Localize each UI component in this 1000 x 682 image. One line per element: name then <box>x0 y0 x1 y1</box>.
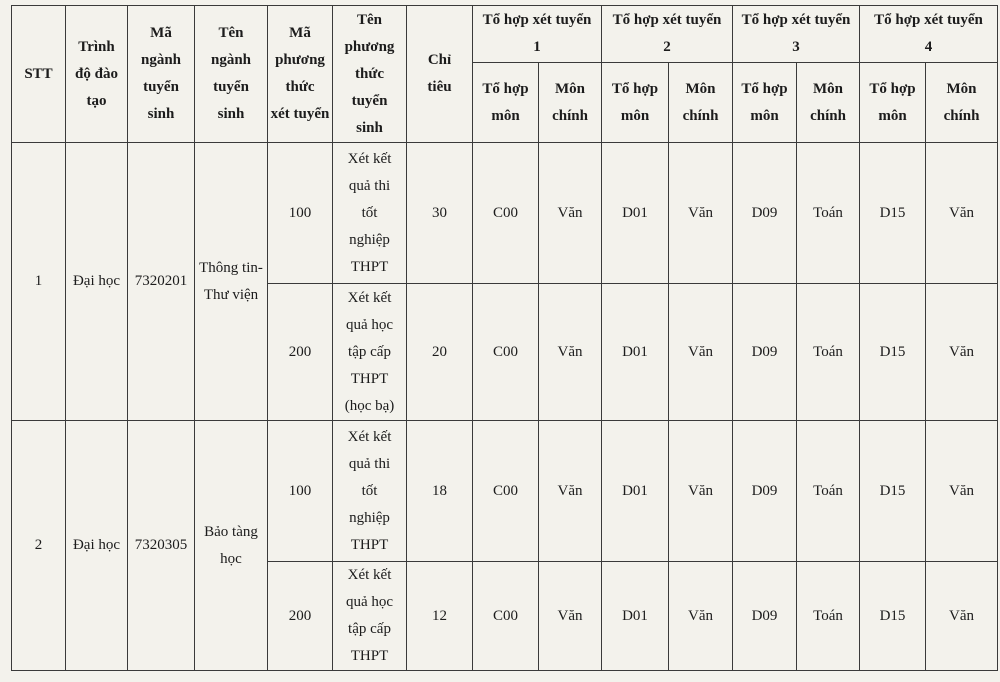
cell-mon-chinh: Văn <box>539 421 602 562</box>
cell-chi-tieu: 30 <box>407 143 473 284</box>
cell-chi-tieu: 20 <box>407 284 473 421</box>
header-ma-nganh: Mã ngành tuyển sinh <box>128 6 195 143</box>
cell-mon-chinh: Văn <box>539 562 602 671</box>
cell-ma-phuong-thuc: 100 <box>268 143 333 284</box>
cell-ten-phuong-thuc: Xét kết quả học tập cấp THPT (học bạ) <box>333 284 407 421</box>
cell-ten-nganh: Bảo tàng học <box>195 421 268 671</box>
cell-ten-phuong-thuc: Xét kết quả thi tốt nghiệp THPT <box>333 421 407 562</box>
header-to-hop-3: Tổ hợp xét tuyển 3 <box>733 6 860 63</box>
cell-mon-chinh: Văn <box>926 562 998 671</box>
header-ten-phuong-thuc: Tên phương thức tuyển sinh <box>333 6 407 143</box>
cell-stt: 2 <box>12 421 66 671</box>
cell-to-hop-mon: C00 <box>473 562 539 671</box>
header-to-hop-2: Tổ hợp xét tuyển 2 <box>602 6 733 63</box>
cell-mon-chinh: Toán <box>797 421 860 562</box>
cell-to-hop-mon: C00 <box>473 421 539 562</box>
cell-mon-chinh: Toán <box>797 143 860 284</box>
cell-chi-tieu: 18 <box>407 421 473 562</box>
subheader-mon-chinh-4: Môn chính <box>926 63 998 143</box>
cell-stt: 1 <box>12 143 66 421</box>
cell-to-hop-mon: D09 <box>733 562 797 671</box>
table-row <box>12 143 998 284</box>
cell-ten-phuong-thuc: Xét kết quả học tập cấp THPT <box>333 562 407 671</box>
cell-to-hop-mon: D15 <box>860 421 926 562</box>
cell-mon-chinh: Văn <box>669 562 733 671</box>
cell-to-hop-mon: C00 <box>473 284 539 421</box>
header-ten-nganh: Tên ngành tuyển sinh <box>195 6 268 143</box>
cell-to-hop-mon: D09 <box>733 284 797 421</box>
cell-to-hop-mon: D01 <box>602 421 669 562</box>
cell-mon-chinh: Văn <box>926 143 998 284</box>
subheader-to-hop-mon-1: Tổ hợp môn <box>473 63 539 143</box>
table-row <box>12 421 998 562</box>
cell-mon-chinh: Toán <box>797 284 860 421</box>
cell-ten-phuong-thuc: Xét kết quả thi tốt nghiệp THPT <box>333 143 407 284</box>
cell-mon-chinh: Toán <box>797 562 860 671</box>
cell-to-hop-mon: D15 <box>860 562 926 671</box>
cell-trinh-do: Đại học <box>66 143 128 421</box>
cell-to-hop-mon: D15 <box>860 143 926 284</box>
cell-chi-tieu: 12 <box>407 562 473 671</box>
cell-mon-chinh: Văn <box>926 284 998 421</box>
cell-mon-chinh: Văn <box>926 421 998 562</box>
cell-ma-phuong-thuc: 200 <box>268 562 333 671</box>
admission-table <box>11 5 998 671</box>
cell-ma-nganh: 7320201 <box>128 143 195 421</box>
header-chi-tieu: Chỉ tiêu <box>407 6 473 143</box>
cell-mon-chinh: Văn <box>539 143 602 284</box>
header-trinh-do: Trình độ đào tạo <box>66 6 128 143</box>
cell-mon-chinh: Văn <box>669 143 733 284</box>
header-to-hop-1: Tổ hợp xét tuyển 1 <box>473 6 602 63</box>
cell-ma-phuong-thuc: 200 <box>268 284 333 421</box>
header-row-1 <box>12 6 998 63</box>
header-to-hop-4: Tổ hợp xét tuyển 4 <box>860 6 998 63</box>
cell-to-hop-mon: D09 <box>733 421 797 562</box>
cell-mon-chinh: Văn <box>669 421 733 562</box>
cell-mon-chinh: Văn <box>669 284 733 421</box>
cell-to-hop-mon: D01 <box>602 284 669 421</box>
cell-to-hop-mon: D15 <box>860 284 926 421</box>
header-stt: STT <box>12 6 66 143</box>
cell-mon-chinh: Văn <box>539 284 602 421</box>
cell-to-hop-mon: D01 <box>602 562 669 671</box>
cell-ma-phuong-thuc: 100 <box>268 421 333 562</box>
cell-trinh-do: Đại học <box>66 421 128 671</box>
subheader-to-hop-mon-2: Tổ hợp môn <box>602 63 669 143</box>
cell-to-hop-mon: D09 <box>733 143 797 284</box>
subheader-to-hop-mon-3: Tổ hợp môn <box>733 63 797 143</box>
cell-ten-nganh: Thông tin- Thư viện <box>195 143 268 421</box>
cell-ma-nganh: 7320305 <box>128 421 195 671</box>
subheader-mon-chinh-1: Môn chính <box>539 63 602 143</box>
cell-to-hop-mon: C00 <box>473 143 539 284</box>
subheader-to-hop-mon-4: Tổ hợp môn <box>860 63 926 143</box>
subheader-mon-chinh-3: Môn chính <box>797 63 860 143</box>
header-ma-phuong-thuc: Mã phương thức xét tuyển <box>268 6 333 143</box>
cell-to-hop-mon: D01 <box>602 143 669 284</box>
subheader-mon-chinh-2: Môn chính <box>669 63 733 143</box>
